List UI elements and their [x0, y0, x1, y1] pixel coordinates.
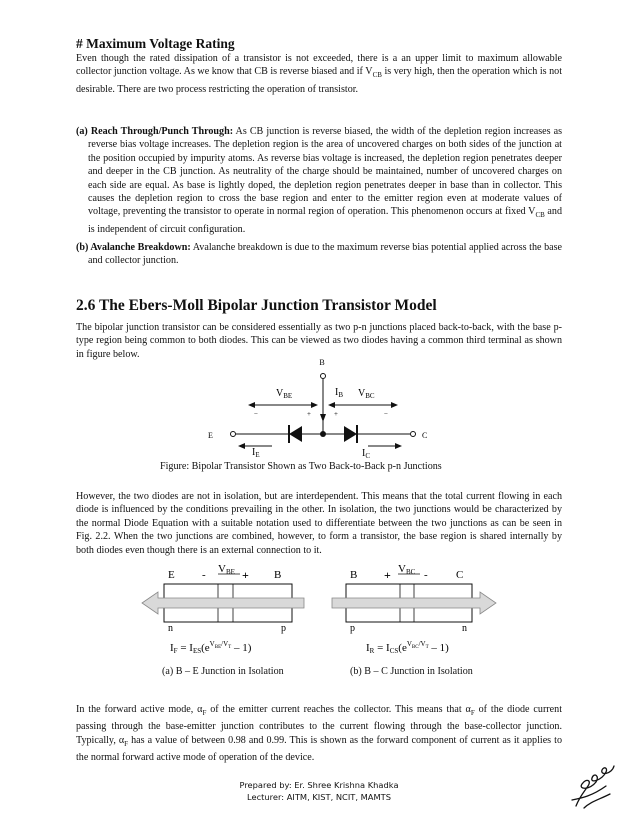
be-diode-icon: [289, 426, 302, 442]
section-heading-ebers-moll: 2.6 The Ebers-Moll Bipolar Junction Transistor Model: [76, 297, 437, 314]
svg-text:+: +: [307, 410, 311, 418]
svg-text:−: −: [384, 410, 388, 418]
label-vbe: VBE: [218, 563, 235, 576]
item-label: (a) Reach Through/Punch Through:: [76, 126, 234, 137]
terminal-c: [411, 432, 416, 437]
svg-text:+: +: [242, 568, 249, 582]
equation-if: IF = $IES(e^VBE/VT - 1)$: [170, 640, 252, 655]
label-b: B: [319, 358, 325, 367]
label-ie: $I_E$: [252, 447, 260, 459]
svg-text:+: +: [334, 410, 338, 418]
svg-text:−: −: [254, 410, 258, 418]
terminal-b: [321, 374, 326, 379]
label-vbc: $V_{BC}$: [358, 388, 375, 400]
back-to-back-diode-figure: [196, 354, 446, 460]
label-c: C: [422, 431, 428, 440]
terminal-e: [231, 432, 236, 437]
svg-text:-: -: [424, 569, 428, 581]
label-b: B: [274, 569, 282, 581]
signature: [562, 756, 622, 812]
section-heading-max-voltage: # Maximum Voltage Rating: [76, 36, 235, 51]
footer-lecturer: Lecturer: AITM, KIST, NCIT, MAMTS: [247, 792, 391, 802]
item-label: (b) Avalanche Breakdown:: [76, 242, 191, 253]
label-e: E: [168, 569, 175, 581]
list-item-punch-through: (a) Reach Through/Punch Through: As CB junction is reverse biased, the width of the depletion region increases as reverse bias voltage increases. The depletion region is the area of uncovered charges on both sides of the junction at the position occupied by impurity atoms. As reverse bias voltage is increased, the depletion region penetrates deeper and deeper in the CB junction. As neutrality of the charge should be maintained, number of uncovered charges on each side are equal. As base is lightly doped, the depletion region penetrates deeper in base than in collector. This causes the depletion region to cross the base region and enter to the emitter region even at moderate values of voltage, preventing the transistor to operate in normal region of operation. This phenomenon occurs at fixed $V_{CB}$ and is independent of circuit configuration.: [76, 126, 562, 235]
footer-prepared-by: Prepared by: Er. Shree Krishna Khadka: [239, 780, 399, 790]
paragraph-forward-active: In the forward active mode, $\alpha_F$ of the emitter current reaches the collector. This means that $\alpha_F$ of the diode current passing through the base-emitter junction contributes to the current flowing through the base-collector junction. Typically, $\alpha_F$ has a value of between 0.98 and 0.99. This is shown as the forward component of current as it applies to the normal forward active mode of operation of the device.: [76, 704, 562, 764]
region-n: n: [168, 623, 173, 634]
paragraph-interdependence: However, the two diodes are not in isolation, but are interdependent. This means that the total current flowing in each diode is influenced by the conditions prevailing in the other. In isolation, the two junctions would be characterized by the normal Diode Equation with a suitable notation used to differentiate between the two junctions as can be seen in Fig. 2.2. When the two junctions are combined, however, to form a transistor, the base region is shared internally by both diodes even though there is an external connection to it.: [76, 491, 562, 556]
ib-arrow-icon: [320, 414, 326, 422]
label-ic: $I_C$: [362, 448, 371, 460]
label-b: B: [350, 569, 358, 581]
equation-ir: IR = $ICS(e^VBC/VT - 1)$: [366, 640, 449, 655]
label-c: C: [456, 569, 464, 581]
label-e: E: [208, 431, 213, 440]
region-p: p: [350, 623, 355, 634]
label-vbc: VBC: [398, 563, 416, 576]
bc-diode-icon: [344, 426, 357, 442]
bc-junction-figure: [328, 562, 504, 658]
figure2a-caption: (a) B – E Junction in Isolation: [162, 666, 284, 677]
figure2b-caption: (b) B – C Junction in Isolation: [350, 666, 473, 677]
paragraph-max-voltage-intro: Even though the rated dissipation of a transistor is not exceeded, there is a an upper limit to maximum allowable collector junction voltage. As we know that CB is reverse biased and if $V_{CB}$ is very high, then the operation which is not desirable. There are two process restricting the operation of transistor.: [76, 53, 562, 95]
label-ib: $I_B$: [335, 387, 344, 399]
be-junction-figure: [140, 562, 322, 658]
label-vbe: $V_{BE}$: [276, 388, 293, 400]
svg-text:-: -: [202, 569, 206, 581]
svg-text:+: +: [384, 568, 391, 582]
list-item-avalanche: [76, 241, 562, 268]
region-p: p: [281, 623, 286, 634]
item-text: Avalanche breakdown is due to the maximum reverse bias potential applied across the base and collector junction.: [88, 242, 563, 267]
figure1-caption: Figure: Bipolar Transistor Shown as Two Back-to-Back p-n Junctions: [160, 461, 442, 472]
paragraph-ebers-moll-intro: The bipolar junction transistor can be considered essentially as two p-n junctions placed back-to-back, with the base p-type region being common to both diodes. This can be viewed as two diodes having a common third terminal as shown in figure below.: [76, 322, 562, 360]
region-n: n: [462, 623, 467, 634]
